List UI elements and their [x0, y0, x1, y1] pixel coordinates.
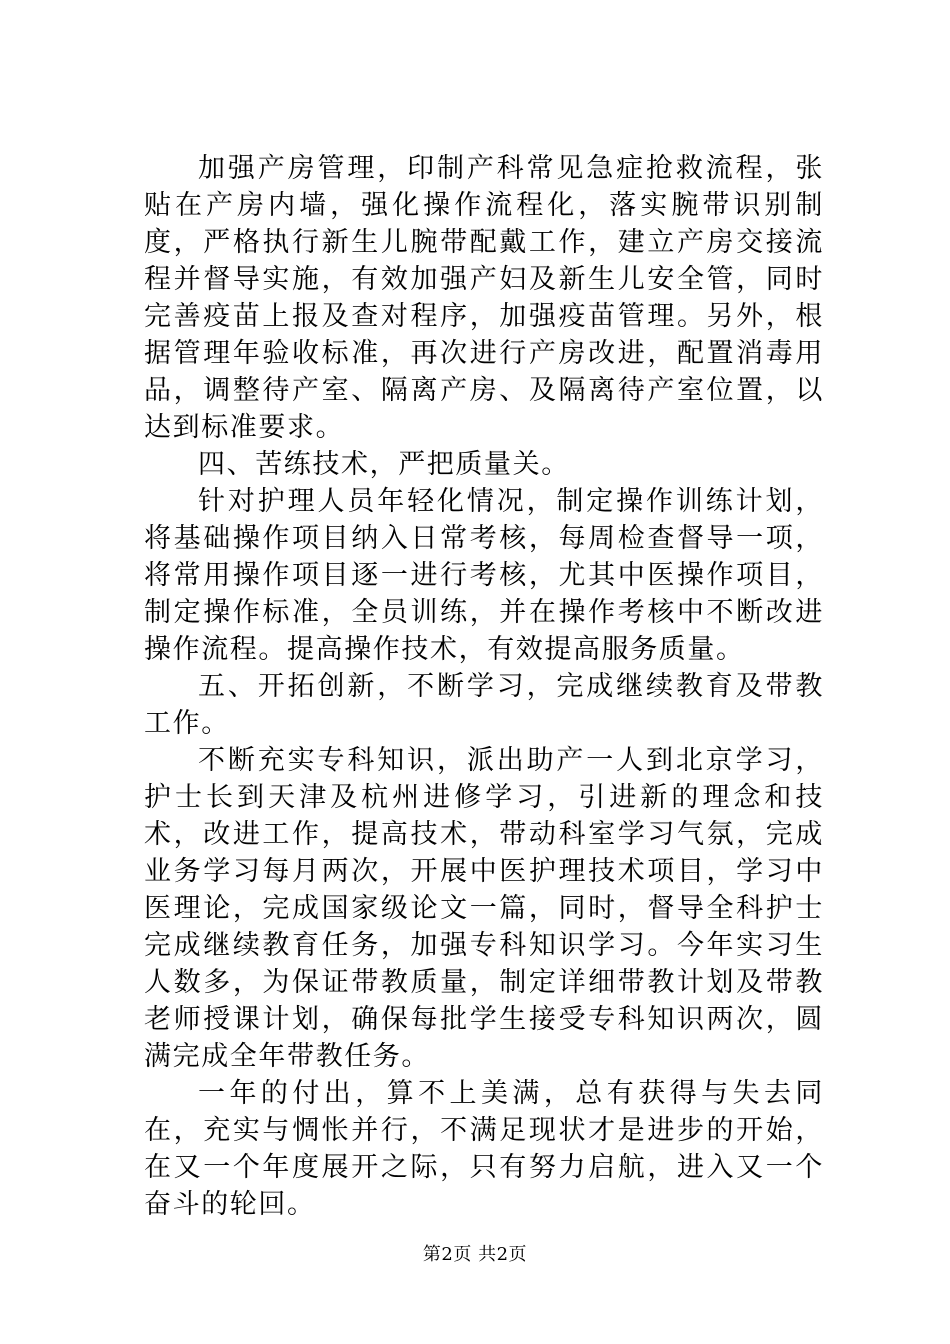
paragraph-conclusion: 一年的付出，算不上美满，总有获得与失去同在，充实与惆怅并行，不满足现状才是进步的开始，在又一个年度展开之际，只有努力启航，进入又一个奋斗的轮回。 [144, 1078, 824, 1220]
paragraph-continuing-education: 不断充实专科知识，派出助产一人到北京学习，护士长到天津及杭州进修学习，引进新的理念和技术，改进工作，提高技术，带动科室学习气氛，完成业务学习每月两次，开展中医护理技术项目，学习中医理论，完成国家级论文一篇，同时，督导全科护士完成继续教育任务，加强专科知识学习。今年实习生人数多，为保证带教质量，制定详细带教计划及带教老师授课计划，确保每批学生接受专科知识两次，圆满完成全年带教任务。 [144, 745, 824, 1072]
section-heading-5: 五、开拓创新，不断学习，完成继续教育及带教工作。 [144, 671, 824, 739]
section-heading-4: 四、苦练技术，严把质量关。 [198, 449, 570, 480]
document-body [144, 150, 824, 1223]
page-footer: 第2页 共2页 [422, 1244, 528, 1265]
paragraph-skill-training: 针对护理人员年轻化情况，制定操作训练计划，将基础操作项目纳入日常考核，每周检查督导一项，将常用操作项目逐一进行考核，尤其中医操作项目，制定操作标准，全员训练，并在操作考核中不断改进操作流程。提高操作技术，有效提高服务质量。 [144, 486, 824, 665]
paragraph-delivery-room-management: 加强产房管理，印制产科常见急症抢救流程，张贴在产房内墙，强化操作流程化，落实腕带识别制度，严格执行新生儿腕带配戴工作，建立产房交接流程并督导实施，有效加强产妇及新生儿安全管，同时完善疫苗上报及查对程序，加强疫苗管理。另外，根据管理年验收标准，再次进行产房改进，配置消毒用品，调整待产室、隔离产房、及隔离待产室位置，以达到标准要求。 [144, 153, 824, 443]
